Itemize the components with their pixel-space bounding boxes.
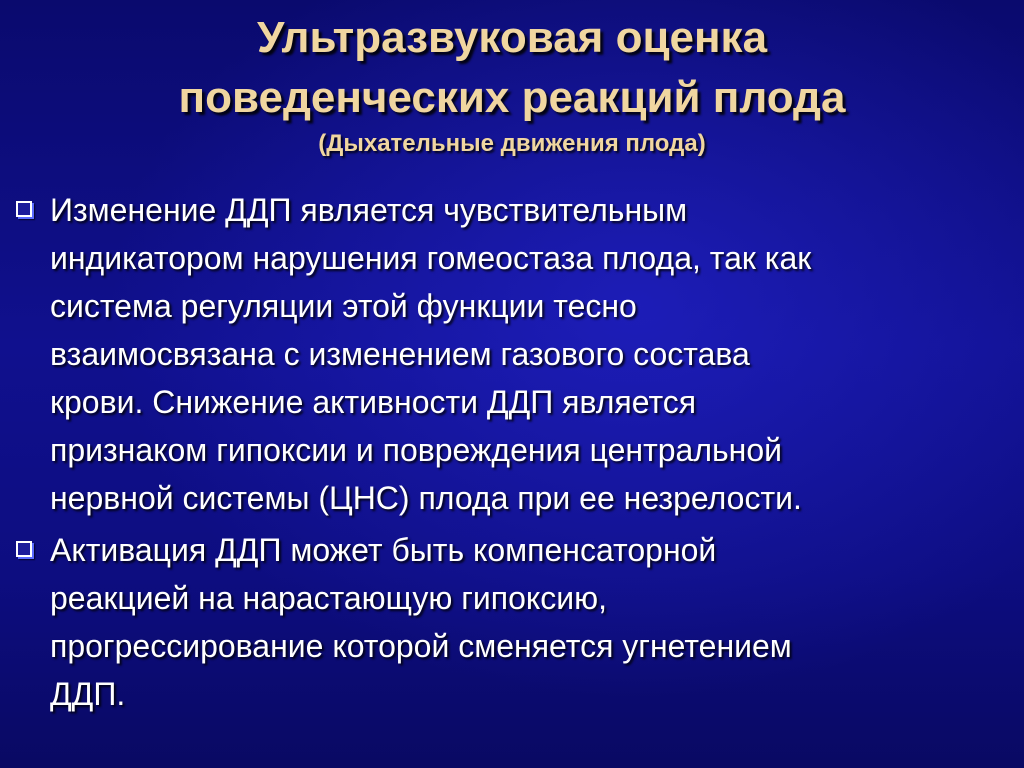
slide-subtitle: (Дыхательные движения плода) <box>318 130 706 157</box>
bullet-text: Активация ДДП может быть компенсаторной реакцией на нарастающую гипоксию, прогрессирование которой сменяется угнетением ДДП. <box>50 532 792 712</box>
title-line-1: Ультразвуковая оценка <box>256 13 768 62</box>
square-bullet-icon <box>16 201 32 217</box>
bullet-text: Изменение ДДП является чувствительным индикатором нарушения гомеостаза плода, так как система регуляции этой функции тесно взаимосвязана с изменением газового состава крови. Снижение активности ДДП является признаком гипоксии и повреждения центральной нервной системы (ЦНС) плода при ее незрелости. <box>50 192 812 516</box>
bullet-item <box>14 526 1004 718</box>
bullet-list <box>14 186 1004 722</box>
bullet-item <box>14 186 1004 522</box>
slide-title <box>0 8 1024 158</box>
title-line-2: поведенческих реакций плода <box>178 73 846 122</box>
square-bullet-icon <box>16 541 32 557</box>
